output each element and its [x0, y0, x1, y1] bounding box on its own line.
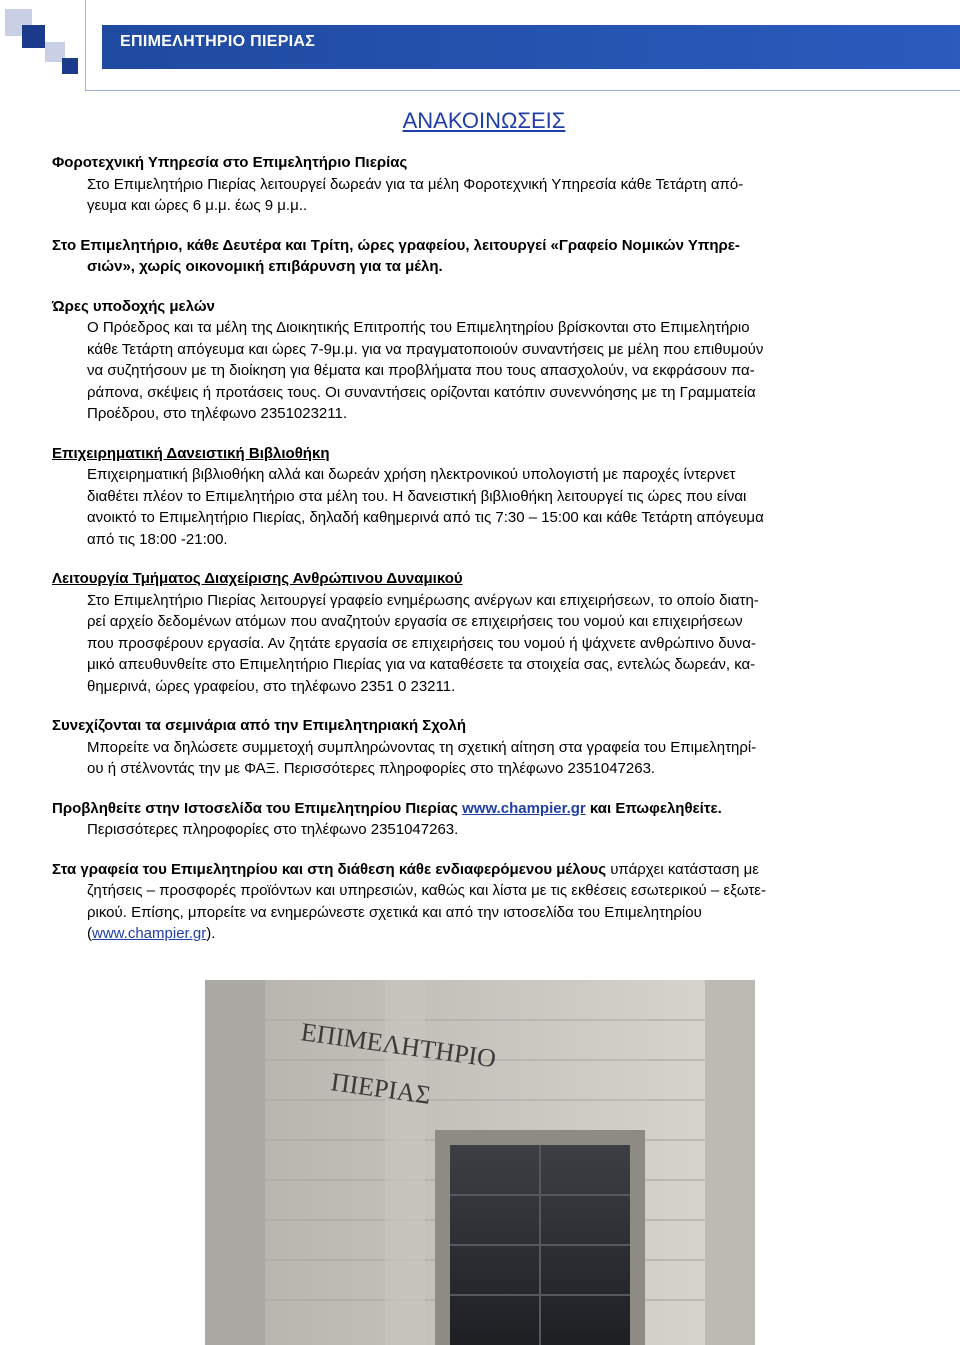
paragraph-line: από τις 18:00 -21:00. [87, 530, 228, 548]
decor-square [22, 25, 45, 48]
section-legal-office [52, 235, 922, 278]
paragraph-line: Επιχειρηματική βιβλιοθήκη αλλά και δωρεάν χρήση ηλεκτρονικού υπολογιστή με παροχές ίντερνετ [87, 466, 736, 483]
paragraph-line: ρικού. Επίσης, μπορείτε να ενημερώνεστε σχετικά και από την ιστοσελίδα του Επιμελητηρίου [87, 903, 702, 921]
paragraph-line: γευμα και ώρες 6 μ.μ. έως 9 μ.μ.. [87, 197, 308, 214]
paragraph-line: θημερινά, ώρες γραφείου, στο τηλέφωνο 2351 0 23211. [87, 677, 456, 695]
paragraph-line: διαθέτει πλέον το Επιμελητήριο στα μέλη του. Η δανειστική βιβλιοθήκη λειτουργεί τις ώρες που είναι [87, 487, 747, 505]
paragraph-line: ανοικτό το Επιμελητήριο Πιερίας, δηλαδή καθημερινά από τις 7:30 – 15:00 και κάθε Τετάρτη απόγευμα [87, 509, 764, 526]
paren-text: ). [206, 925, 216, 942]
paragraph-line: που προσφέρουν εργασία. Αν ζητάτε εργασία σε επιχειρήσεις του νομού ή ψάχνετε ανθρώπινο δυνα- [87, 634, 756, 652]
paragraph-line: Στο Επιμελητήριο Πιερίας λειτουργεί δωρεάν για τα μέλη Φοροτεχνική Υπηρεσία κάθε Τετάρτη από- [87, 175, 744, 193]
section-offers-list [52, 859, 922, 945]
section-heading: Λειτουργία Τμήματος Διαχείρισης Ανθρώπινου Δυναμικού [52, 570, 463, 587]
paragraph-line: σιών», χωρίς οικονομική επιβάρυνση για τα μέλη. [87, 258, 443, 275]
header-title: ΕΠΙΜΕΛΗΤΗΡΙΟ ΠΙΕΡΙΑΣ [120, 33, 316, 50]
section-tax-service [52, 152, 922, 217]
page-header [0, 0, 960, 90]
website-link[interactable]: www.champier.gr [462, 799, 586, 817]
section-heading: Συνεχίζονται τα σεμινάρια από την Επιμελητηριακή Σχολή [52, 717, 467, 734]
section-heading: Ώρες υποδοχής μελών [52, 297, 215, 315]
paragraph-line: Περισσότερες πληροφορίες στο τηλέφωνο 2351047263. [87, 821, 459, 838]
paragraph-line: Μπορείτε να δηλώσετε συμμετοχή συμπληρώνοντας τη σχετική αίτηση στα γραφεία του Επιμελητηρί- [87, 738, 757, 756]
building-photo [205, 980, 755, 1345]
paragraph-line: ου ή στέλνοντάς την με ΦΑΞ. Περισσότερες πληροφορίες στο τηλέφωνο 2351047263. [87, 760, 656, 777]
announcements [52, 152, 922, 963]
paragraph-line: Στο Επιμελητήριο Πιερίας λειτουργεί γραφείο ενημέρωσης ανέργων και επιχειρήσεων, το οποίο διατη- [87, 591, 759, 609]
website-link[interactable]: www.champier.gr [92, 925, 207, 942]
header-divider [85, 90, 960, 91]
bold-text: Στα γραφεία του Επιμελητηρίου και στη διάθεση κάθε ενδιαφερόμενου μέλους [52, 860, 607, 878]
paragraph-line: μικό απευθυνθείτε στο Επιμελητήριο Πιερίας για να καταθέσετε τα στοιχεία σας, εντελώς δωρεάν, κα- [87, 656, 756, 673]
section-library [52, 443, 922, 551]
sign-line-2: ΠΙΕΡΙΑΣ [329, 1067, 433, 1110]
sign-line-1: ΕΠΙΜΕΛΗΤΗΡΙΟ [299, 1017, 498, 1074]
paragraph-line: Προέδρου, στο τηλέφωνο 2351023211. [87, 405, 348, 422]
paragraph-line: κάθε Τετάρτη απόγευμα και ώρες 7-9μ.μ. για να πραγματοποιούν συναντήσεις με μέλη που επιθυμούν [87, 340, 764, 358]
page-title-wrap [0, 108, 960, 134]
paragraph-line: Στο Επιμελητήριο, κάθε Δευτέρα και Τρίτη, ώρες γραφείου, λειτουργεί «Γραφείο Νομικών Υπηρε- [52, 236, 740, 254]
section-website [52, 798, 922, 841]
paragraph-line: να συζητήσουν με τη διοίκηση για θέματα και προβλήματα που τους απασχολούν, να εκφράσουν πα- [87, 362, 755, 379]
paragraph-line: ρεί αρχείο δεδομένων ατόμων που αναζητούν εργασία σε επιχειρήσεις του νομού και επιχειρήσεων [87, 613, 743, 630]
heading-text: και Επωφεληθείτε. [585, 799, 722, 817]
section-heading [52, 798, 922, 820]
section-reception-hours [52, 296, 922, 425]
paragraph-text: υπάρχει κατάσταση με [606, 860, 759, 878]
header-divider [85, 0, 86, 90]
paragraph-line: ζητήσεις – προσφορές προϊόντων και υπηρεσιών, καθώς και λίστα με τις εκθέσεις εσωτερικού – εξωτε- [87, 882, 766, 899]
paragraph-line [52, 923, 922, 945]
paragraph-line: Ο Πρόεδρος και τα μέλη της Διοικητικής Επιτροπής του Επιμελητηρίου βρίσκονται στο Επιμελητήριο [87, 319, 750, 336]
section-hr-department [52, 568, 922, 697]
decor-square [62, 58, 78, 74]
section-heading: Επιχειρηματική Δανειστική Βιβλιοθήκη [52, 444, 330, 462]
paragraph-line: ράπονα, σκέψεις ή προτάσεις τους. Οι συναντήσεις ορίζονται κατόπιν συνεννόησης με τη Γραμματεία [87, 383, 756, 401]
section-seminars [52, 715, 922, 780]
section-heading: Φοροτεχνική Υπηρεσία στο Επιμελητήριο Πιερίας [52, 154, 408, 171]
page-title: ΑΝΑΚΟΙΝΩΣΕΙΣ [402, 108, 566, 133]
heading-text: Προβληθείτε στην Ιστοσελίδα του Επιμελητηρίου Πιερίας [52, 799, 463, 817]
paren-text: ( [87, 925, 92, 942]
paragraph-line [52, 859, 922, 881]
